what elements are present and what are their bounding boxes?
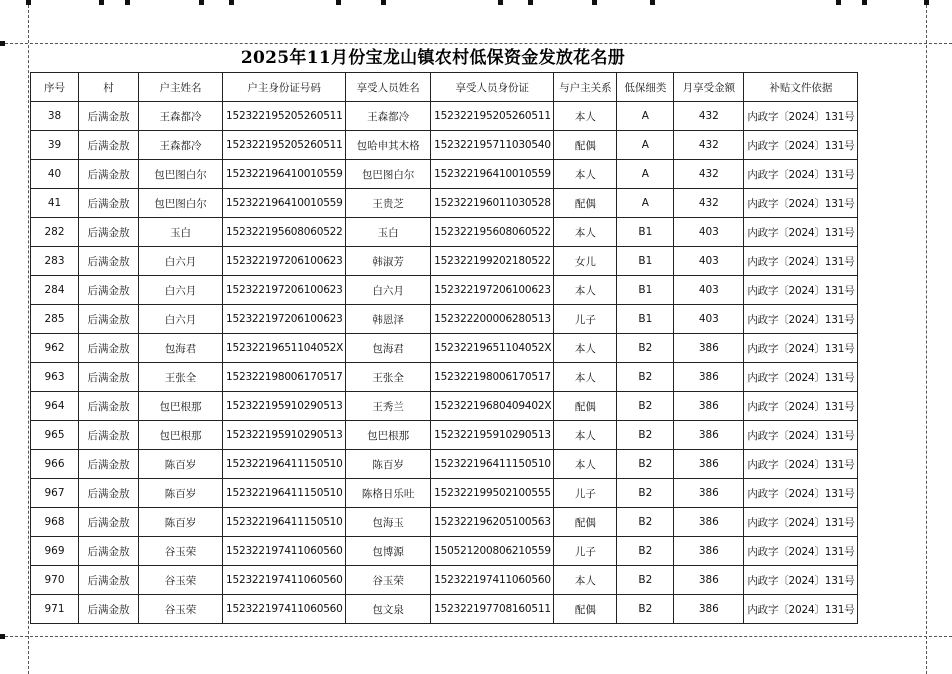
cell-amount[interactable]: 386 [674, 334, 744, 363]
cell-householder-id[interactable]: 152322196410010559 [223, 160, 346, 189]
cell-relation[interactable]: 儿子 [554, 479, 617, 508]
cell-basis[interactable]: 内政字〔2024〕131号 [744, 102, 858, 131]
cell-category[interactable]: B2 [617, 363, 674, 392]
cell-householder-name[interactable]: 陈百岁 [139, 450, 223, 479]
column-handle[interactable] [125, 0, 130, 5]
cell-basis[interactable]: 内政字〔2024〕131号 [744, 305, 858, 334]
cell-householder-id[interactable]: 152322196411150510 [223, 508, 346, 537]
cell-householder-name[interactable]: 包巴根那 [139, 421, 223, 450]
cell-category[interactable]: B1 [617, 218, 674, 247]
col-header-village: 村 [79, 73, 139, 102]
cell-index[interactable]: 962 [31, 334, 79, 363]
margin-handle[interactable] [924, 0, 929, 5]
cell-householder-name[interactable]: 谷玉荣 [139, 595, 223, 624]
cell-householder-name[interactable]: 谷玉荣 [139, 537, 223, 566]
table-row[interactable] [31, 247, 858, 276]
cell-basis[interactable]: 内政字〔2024〕131号 [744, 218, 858, 247]
col-header-index: 序号 [31, 73, 79, 102]
cell-relation[interactable]: 儿子 [554, 537, 617, 566]
table-row[interactable] [31, 508, 858, 537]
table-row[interactable] [31, 392, 858, 421]
cell-amount[interactable]: 403 [674, 247, 744, 276]
cell-recipient-id[interactable]: 150521200806210559 [431, 537, 554, 566]
cell-basis[interactable]: 内政字〔2024〕131号 [744, 334, 858, 363]
cell-recipient-name[interactable]: 王贵芝 [346, 189, 431, 218]
cell-village[interactable]: 后满金敖 [79, 189, 139, 218]
cell-recipient-id[interactable]: 152322196410010559 [431, 160, 554, 189]
cell-category[interactable]: B2 [617, 421, 674, 450]
cell-amount[interactable]: 386 [674, 363, 744, 392]
cell-recipient-name[interactable]: 包文泉 [346, 595, 431, 624]
column-handle[interactable] [229, 0, 234, 5]
cell-relation[interactable]: 儿子 [554, 305, 617, 334]
cell-village[interactable]: 后满金敖 [79, 276, 139, 305]
column-handle[interactable] [336, 0, 341, 5]
col-header-recipient-id: 享受人员身份证 [431, 73, 554, 102]
col-header-householder-name: 户主姓名 [139, 73, 223, 102]
cell-index[interactable]: 968 [31, 508, 79, 537]
cell-recipient-name[interactable]: 韩淑芳 [346, 247, 431, 276]
column-handle[interactable] [498, 0, 503, 5]
cell-amount[interactable]: 386 [674, 392, 744, 421]
cell-category[interactable]: A [617, 189, 674, 218]
cell-village[interactable]: 后满金敖 [79, 392, 139, 421]
cell-basis[interactable]: 内政字〔2024〕131号 [744, 276, 858, 305]
cell-basis[interactable]: 内政字〔2024〕131号 [744, 421, 858, 450]
cell-householder-name[interactable]: 包巴图白尔 [139, 189, 223, 218]
cell-index[interactable]: 965 [31, 421, 79, 450]
cell-category[interactable]: B2 [617, 595, 674, 624]
table-body [31, 102, 858, 624]
cell-householder-id[interactable]: 15232219651104052X [223, 334, 346, 363]
table-row[interactable] [31, 479, 858, 508]
col-header-basis: 补贴文件依据 [744, 73, 858, 102]
cell-householder-id[interactable]: 152322197206100623 [223, 305, 346, 334]
col-header-relation: 与户主关系 [554, 73, 617, 102]
cell-village[interactable]: 后满金敖 [79, 334, 139, 363]
column-handle[interactable] [592, 0, 597, 5]
beneficiary-table [30, 72, 858, 624]
cell-householder-name[interactable]: 王森都冷 [139, 131, 223, 160]
cell-index[interactable]: 282 [31, 218, 79, 247]
cell-recipient-id[interactable]: 152322197206100623 [431, 276, 554, 305]
cell-relation[interactable]: 配偶 [554, 189, 617, 218]
cell-category[interactable]: B2 [617, 566, 674, 595]
cell-village[interactable]: 后满金敖 [79, 305, 139, 334]
cell-householder-name[interactable]: 玉白 [139, 218, 223, 247]
cell-category[interactable]: B1 [617, 305, 674, 334]
table-row[interactable] [31, 131, 858, 160]
cell-relation[interactable]: 本人 [554, 566, 617, 595]
cell-householder-name[interactable]: 白六月 [139, 305, 223, 334]
cell-householder-name[interactable]: 陈百岁 [139, 508, 223, 537]
cell-householder-id[interactable]: 152322195205260511 [223, 131, 346, 160]
cell-relation[interactable]: 女儿 [554, 247, 617, 276]
cell-householder-id[interactable]: 152322197411060560 [223, 595, 346, 624]
cell-recipient-id[interactable]: 152322198006170517 [431, 363, 554, 392]
table-row[interactable] [31, 218, 858, 247]
page-guide-top [0, 43, 952, 44]
cell-householder-id[interactable]: 152322195608060522 [223, 218, 346, 247]
cell-village[interactable]: 后满金敖 [79, 131, 139, 160]
cell-recipient-id[interactable]: 152322195205260511 [431, 102, 554, 131]
table-row[interactable] [31, 363, 858, 392]
cell-basis[interactable]: 内政字〔2024〕131号 [744, 160, 858, 189]
cell-category[interactable]: B1 [617, 247, 674, 276]
cell-village[interactable]: 后满金敖 [79, 479, 139, 508]
cell-householder-name[interactable]: 包海君 [139, 334, 223, 363]
table-row[interactable] [31, 450, 858, 479]
cell-recipient-id[interactable]: 152322199502100555 [431, 479, 554, 508]
cell-amount[interactable]: 386 [674, 421, 744, 450]
cell-basis[interactable]: 内政字〔2024〕131号 [744, 189, 858, 218]
cell-amount[interactable]: 432 [674, 102, 744, 131]
cell-recipient-id[interactable]: 152322196205100563 [431, 508, 554, 537]
cell-householder-name[interactable]: 谷玉荣 [139, 566, 223, 595]
cell-recipient-name[interactable]: 包海玉 [346, 508, 431, 537]
cell-recipient-name[interactable]: 王森都冷 [346, 102, 431, 131]
cell-recipient-id[interactable]: 152322196011030528 [431, 189, 554, 218]
cell-village[interactable]: 后满金敖 [79, 508, 139, 537]
cell-village[interactable]: 后满金敖 [79, 566, 139, 595]
cell-relation[interactable]: 本人 [554, 218, 617, 247]
table-row[interactable] [31, 595, 858, 624]
cell-index[interactable]: 971 [31, 595, 79, 624]
cell-relation[interactable]: 本人 [554, 450, 617, 479]
col-header-householder-id: 户主身份证号码 [223, 73, 346, 102]
cell-category[interactable]: B2 [617, 508, 674, 537]
cell-relation[interactable]: 本人 [554, 160, 617, 189]
cell-householder-name[interactable]: 陈百岁 [139, 479, 223, 508]
cell-relation[interactable]: 本人 [554, 363, 617, 392]
cell-index[interactable]: 966 [31, 450, 79, 479]
table-row[interactable] [31, 160, 858, 189]
cell-category[interactable]: B2 [617, 392, 674, 421]
cell-recipient-id[interactable]: 152322199202180522 [431, 247, 554, 276]
cell-recipient-name[interactable]: 王秀兰 [346, 392, 431, 421]
cell-amount[interactable]: 386 [674, 479, 744, 508]
cell-amount[interactable]: 386 [674, 566, 744, 595]
cell-recipient-name[interactable]: 陈百岁 [346, 450, 431, 479]
cell-basis[interactable]: 内政字〔2024〕131号 [744, 247, 858, 276]
cell-amount[interactable]: 432 [674, 189, 744, 218]
cell-recipient-name[interactable]: 白六月 [346, 276, 431, 305]
cell-recipient-name[interactable]: 玉白 [346, 218, 431, 247]
column-handle[interactable] [381, 0, 386, 5]
column-handle[interactable] [836, 0, 841, 5]
table-row[interactable] [31, 305, 858, 334]
cell-village[interactable]: 后满金敖 [79, 247, 139, 276]
cell-amount[interactable]: 403 [674, 218, 744, 247]
cell-relation[interactable]: 本人 [554, 421, 617, 450]
cell-recipient-id[interactable]: 152322197708160511 [431, 595, 554, 624]
cell-recipient-name[interactable]: 王张全 [346, 363, 431, 392]
cell-basis[interactable]: 内政字〔2024〕131号 [744, 131, 858, 160]
cell-householder-id[interactable]: 152322197411060560 [223, 537, 346, 566]
cell-amount[interactable]: 386 [674, 595, 744, 624]
cell-index[interactable]: 284 [31, 276, 79, 305]
cell-recipient-id[interactable]: 152322200006280513 [431, 305, 554, 334]
page-guide-bottom [0, 636, 952, 637]
cell-householder-id[interactable]: 152322195205260511 [223, 102, 346, 131]
cell-index[interactable]: 964 [31, 392, 79, 421]
page-guide-left [28, 0, 29, 674]
cell-index[interactable]: 969 [31, 537, 79, 566]
cell-category[interactable]: B1 [617, 276, 674, 305]
cell-relation[interactable]: 本人 [554, 102, 617, 131]
cell-recipient-id[interactable]: 152322196411150510 [431, 450, 554, 479]
cell-recipient-id[interactable]: 152322195608060522 [431, 218, 554, 247]
page-guide-right [926, 0, 927, 674]
table-row[interactable] [31, 189, 858, 218]
cell-householder-id[interactable]: 152322197206100623 [223, 247, 346, 276]
cell-index[interactable]: 40 [31, 160, 79, 189]
cell-village[interactable]: 后满金敖 [79, 421, 139, 450]
cell-householder-name[interactable]: 包巴图白尔 [139, 160, 223, 189]
cell-village[interactable]: 后满金敖 [79, 450, 139, 479]
col-header-category: 低保细类 [617, 73, 674, 102]
cell-basis[interactable]: 内政字〔2024〕131号 [744, 537, 858, 566]
cell-amount[interactable]: 386 [674, 450, 744, 479]
cell-householder-id[interactable]: 152322196410010559 [223, 189, 346, 218]
col-header-amount: 月享受金额 [674, 73, 744, 102]
cell-householder-id[interactable]: 152322196411150510 [223, 450, 346, 479]
cell-category[interactable]: B2 [617, 450, 674, 479]
column-handle[interactable] [99, 0, 104, 5]
cell-recipient-name[interactable]: 包哈申其木格 [346, 131, 431, 160]
cell-recipient-id[interactable]: 15232219651104052X [431, 334, 554, 363]
table-row[interactable] [31, 102, 858, 131]
margin-handle[interactable] [0, 41, 5, 46]
column-handle[interactable] [528, 0, 533, 5]
cell-amount[interactable]: 432 [674, 131, 744, 160]
table-row[interactable] [31, 537, 858, 566]
column-handle[interactable] [650, 0, 655, 5]
cell-recipient-name[interactable]: 谷玉荣 [346, 566, 431, 595]
cell-householder-id[interactable]: 152322197411060560 [223, 566, 346, 595]
cell-index[interactable]: 967 [31, 479, 79, 508]
cell-recipient-name[interactable]: 包博源 [346, 537, 431, 566]
table-header-row [31, 73, 858, 102]
cell-index[interactable]: 285 [31, 305, 79, 334]
table-row[interactable] [31, 334, 858, 363]
cell-basis[interactable]: 内政字〔2024〕131号 [744, 363, 858, 392]
cell-basis[interactable]: 内政字〔2024〕131号 [744, 392, 858, 421]
cell-relation[interactable]: 配偶 [554, 595, 617, 624]
cell-basis[interactable]: 内政字〔2024〕131号 [744, 595, 858, 624]
cell-householder-name[interactable]: 包巴根那 [139, 392, 223, 421]
cell-recipient-id[interactable]: 152322197411060560 [431, 566, 554, 595]
cell-householder-id[interactable]: 152322197206100623 [223, 276, 346, 305]
cell-recipient-name[interactable]: 包巴图白尔 [346, 160, 431, 189]
cell-category[interactable]: A [617, 131, 674, 160]
cell-amount[interactable]: 386 [674, 508, 744, 537]
cell-village[interactable]: 后满金敖 [79, 160, 139, 189]
cell-basis[interactable]: 内政字〔2024〕131号 [744, 508, 858, 537]
table-row[interactable] [31, 276, 858, 305]
cell-householder-name[interactable]: 白六月 [139, 247, 223, 276]
cell-index[interactable]: 41 [31, 189, 79, 218]
cell-village[interactable]: 后满金敖 [79, 537, 139, 566]
cell-householder-name[interactable]: 王张全 [139, 363, 223, 392]
table-row[interactable] [31, 421, 858, 450]
cell-index[interactable]: 283 [31, 247, 79, 276]
cell-index[interactable]: 39 [31, 131, 79, 160]
cell-recipient-id[interactable]: 152322195910290513 [431, 421, 554, 450]
cell-relation[interactable]: 配偶 [554, 508, 617, 537]
cell-village[interactable]: 后满金敖 [79, 595, 139, 624]
cell-recipient-name[interactable]: 韩恩泽 [346, 305, 431, 334]
cell-householder-id[interactable]: 152322196411150510 [223, 479, 346, 508]
cell-recipient-name[interactable]: 包巴根那 [346, 421, 431, 450]
cell-category[interactable]: B2 [617, 334, 674, 363]
cell-relation[interactable]: 本人 [554, 334, 617, 363]
cell-index[interactable]: 38 [31, 102, 79, 131]
cell-relation[interactable]: 本人 [554, 276, 617, 305]
cell-category[interactable]: B2 [617, 537, 674, 566]
cell-amount[interactable]: 386 [674, 537, 744, 566]
cell-amount[interactable]: 403 [674, 276, 744, 305]
cell-relation[interactable]: 配偶 [554, 131, 617, 160]
column-handle[interactable] [199, 0, 204, 5]
margin-handle[interactable] [0, 634, 5, 639]
cell-village[interactable]: 后满金敖 [79, 363, 139, 392]
cell-recipient-name[interactable]: 陈格日乐吐 [346, 479, 431, 508]
cell-index[interactable]: 963 [31, 363, 79, 392]
col-header-recipient-name: 享受人员姓名 [346, 73, 431, 102]
cell-householder-id[interactable]: 152322198006170517 [223, 363, 346, 392]
cell-category[interactable]: A [617, 102, 674, 131]
cell-householder-name[interactable]: 王森都冷 [139, 102, 223, 131]
cell-index[interactable]: 970 [31, 566, 79, 595]
margin-handle[interactable] [26, 0, 31, 5]
cell-relation[interactable]: 配偶 [554, 392, 617, 421]
cell-recipient-id[interactable]: 152322195711030540 [431, 131, 554, 160]
table-row[interactable] [31, 566, 858, 595]
cell-village[interactable]: 后满金敖 [79, 102, 139, 131]
cell-recipient-name[interactable]: 包海君 [346, 334, 431, 363]
cell-householder-name[interactable]: 白六月 [139, 276, 223, 305]
cell-category[interactable]: A [617, 160, 674, 189]
cell-basis[interactable]: 内政字〔2024〕131号 [744, 479, 858, 508]
cell-amount[interactable]: 403 [674, 305, 744, 334]
cell-basis[interactable]: 内政字〔2024〕131号 [744, 450, 858, 479]
cell-category[interactable]: B2 [617, 479, 674, 508]
cell-village[interactable]: 后满金敖 [79, 218, 139, 247]
cell-amount[interactable]: 432 [674, 160, 744, 189]
column-handle[interactable] [862, 0, 867, 5]
cell-recipient-id[interactable]: 15232219680409402X [431, 392, 554, 421]
page-title: 2025年11月份宝龙山镇农村低保资金发放花名册 [240, 48, 626, 68]
cell-basis[interactable]: 内政字〔2024〕131号 [744, 566, 858, 595]
cell-householder-id[interactable]: 152322195910290513 [223, 392, 346, 421]
cell-householder-id[interactable]: 152322195910290513 [223, 421, 346, 450]
